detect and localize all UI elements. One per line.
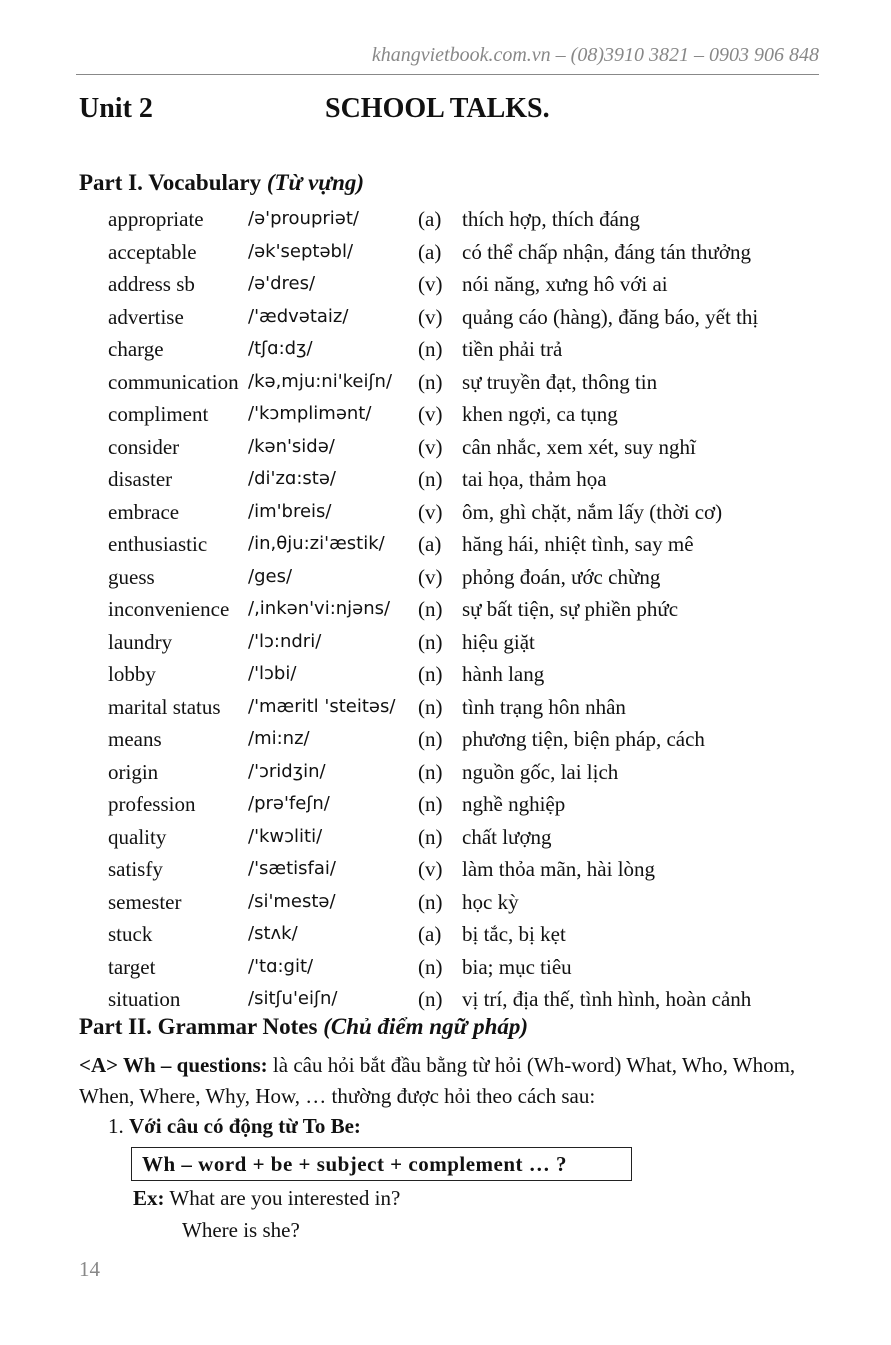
example-line-2 <box>182 1218 300 1243</box>
vocab-row <box>108 918 828 951</box>
vocab-word: communication <box>108 369 239 394</box>
vocab-meaning: tình trạng hôn nhân <box>462 694 626 719</box>
page-header: khangvietbook.com.vn – (08)3910 3821 – 0903 906 848 <box>76 44 819 75</box>
vocab-type: (v) <box>418 272 443 296</box>
vocab-meaning: quảng cáo (hàng), đăng báo, yết thị <box>462 304 759 329</box>
vocab-ipa: /sitʃu'eiʃn/ <box>248 988 338 1009</box>
item-1-text: Với câu có động từ To Be: <box>129 1114 361 1138</box>
vocab-row <box>108 528 828 561</box>
vocab-word: lobby <box>108 662 156 686</box>
vocab-row <box>108 983 828 1016</box>
example-label: Ex: <box>133 1186 165 1210</box>
vocab-meaning: thích hợp, thích đáng <box>462 207 640 231</box>
vocab-ipa: /kən'sidə/ <box>248 435 335 457</box>
vocab-type: (a) <box>418 207 442 231</box>
vocab-type: (n) <box>418 369 443 394</box>
vocab-type: (n) <box>418 954 443 979</box>
vocab-word: target <box>108 954 156 979</box>
vocab-meaning: làm thỏa mãn, hài lòng <box>462 857 656 881</box>
vocab-meaning: bia; mục tiêu <box>462 954 572 979</box>
formula-box: Wh – word + be + subject + complement … ? <box>131 1147 632 1181</box>
vocab-word: semester <box>108 889 182 914</box>
vocab-type: (v) <box>418 304 443 329</box>
vocab-ipa: /ges/ <box>248 565 293 587</box>
vocab-meaning: ôm, ghì chặt, nắm lấy (thời cơ) <box>462 499 723 524</box>
vocab-ipa: /mi:nz/ <box>248 728 310 749</box>
vocab-row <box>108 951 828 984</box>
vocab-type: (a) <box>418 532 442 556</box>
example-2: Where is she? <box>182 1218 300 1242</box>
item-1 <box>108 1114 361 1139</box>
vocab-ipa: /in,θju:zi'æstik/ <box>248 533 385 554</box>
item-1-number: 1. <box>108 1114 129 1138</box>
part1-title: Part I. Vocabulary <box>79 170 267 195</box>
vocab-word: inconvenience <box>108 597 230 621</box>
vocab-meaning: học kỳ <box>462 889 519 914</box>
vocab-row <box>108 333 828 366</box>
vocab-ipa: /im'breis/ <box>248 500 332 522</box>
vocab-type: (n) <box>418 889 443 914</box>
vocab-row <box>108 366 828 399</box>
vocab-row <box>108 203 828 236</box>
vocab-ipa: /'ædvətaiz/ <box>248 305 349 327</box>
vocab-ipa: /stʌk/ <box>248 923 298 944</box>
vocab-row <box>108 788 828 821</box>
vocab-type: (n) <box>418 597 443 621</box>
vocab-type: (n) <box>418 727 443 751</box>
vocab-word: satisfy <box>108 857 163 881</box>
vocab-word: means <box>108 727 162 751</box>
vocab-word: acceptable <box>108 239 197 264</box>
vocab-meaning: phỏng đoán, ước chừng <box>462 564 661 589</box>
vocab-word: appropriate <box>108 207 204 231</box>
vocab-ipa: /'kɔmplimənt/ <box>248 403 372 424</box>
vocab-word: consider <box>108 434 180 459</box>
vocab-row <box>108 658 828 691</box>
vocab-ipa: /ə'proupriət/ <box>248 208 359 229</box>
vocab-meaning: nói năng, xưng hô với ai <box>462 272 668 296</box>
vocab-ipa: /'kwɔliti/ <box>248 825 323 847</box>
vocab-row <box>108 756 828 789</box>
vocab-type: (a) <box>418 239 442 264</box>
vocab-meaning: khen ngợi, ca tụng <box>462 402 618 426</box>
vocab-ipa: /ə'dres/ <box>248 273 316 294</box>
vocab-meaning: tai họa, thảm họa <box>462 467 607 491</box>
vocab-word: disaster <box>108 467 173 491</box>
section-a-paragraph <box>79 1050 824 1112</box>
vocab-ipa: /'tɑ:git/ <box>248 955 314 977</box>
section-a-label: <A> Wh – questions: <box>79 1053 268 1077</box>
vocab-type: (n) <box>418 662 443 686</box>
vocab-type: (a) <box>418 922 442 946</box>
vocab-row <box>108 691 828 724</box>
vocab-word: laundry <box>108 629 173 654</box>
vocab-ipa: /tʃɑ:dʒ/ <box>248 338 313 359</box>
vocab-meaning: vị trí, địa thế, tình hình, hoàn cảnh <box>462 987 752 1011</box>
vocab-word: charge <box>108 337 164 361</box>
vocab-meaning: có thể chấp nhận, đáng tán thưởng <box>462 239 751 264</box>
vocab-word: profession <box>108 792 196 816</box>
example-1: What are you interested in? <box>169 1186 401 1210</box>
vocab-word: enthusiastic <box>108 532 208 556</box>
vocab-word: address sb <box>108 272 195 296</box>
vocab-meaning: tiền phải trả <box>462 337 563 361</box>
vocab-ipa: /kə,mju:ni'keiʃn/ <box>248 370 393 392</box>
vocab-row <box>108 268 828 301</box>
vocab-word: guess <box>108 564 155 589</box>
unit-title-row <box>79 93 819 133</box>
vocab-word: quality <box>108 824 167 849</box>
vocab-type: (n) <box>418 629 443 654</box>
vocab-ipa: /,inkən'vi:njəns/ <box>248 598 391 619</box>
vocab-meaning: hiệu giặt <box>462 629 535 654</box>
vocab-meaning: phương tiện, biện pháp, cách <box>462 727 705 751</box>
vocab-row <box>108 463 828 496</box>
vocab-meaning: nguồn gốc, lai lịch <box>462 759 619 784</box>
vocab-type: (n) <box>418 824 443 849</box>
vocab-meaning: sự truyền đạt, thông tin <box>462 369 658 394</box>
vocab-type: (n) <box>418 337 443 361</box>
vocab-row <box>108 236 828 269</box>
vocab-row <box>108 626 828 659</box>
part2-heading <box>79 1014 528 1040</box>
vocab-type: (v) <box>418 402 443 426</box>
page-number: 14 <box>79 1257 100 1281</box>
vocab-row <box>108 886 828 919</box>
part1-heading <box>79 170 364 196</box>
vocab-row <box>108 398 828 431</box>
vocab-meaning: sự bất tiện, sự phiền phức <box>462 597 679 621</box>
vocab-meaning: hành lang <box>462 662 545 686</box>
vocab-type: (v) <box>418 434 443 459</box>
vocab-word: embrace <box>108 499 180 524</box>
vocab-word: compliment <box>108 402 209 426</box>
vocab-word: marital status <box>108 694 221 719</box>
vocab-row <box>108 561 828 594</box>
vocab-meaning: chất lượng <box>462 824 552 849</box>
vocab-row <box>108 853 828 886</box>
vocab-word: stuck <box>108 922 153 946</box>
unit-title: SCHOOL TALKS. <box>325 93 550 124</box>
vocab-word: advertise <box>108 304 184 329</box>
vocab-meaning: bị tắc, bị kẹt <box>462 922 566 946</box>
vocab-type: (v) <box>418 857 443 881</box>
vocabulary-list <box>108 203 828 1016</box>
vocab-type: (v) <box>418 499 443 524</box>
vocab-type: (v) <box>418 564 443 589</box>
vocab-row <box>108 821 828 854</box>
vocab-ipa: /'ɔridʒin/ <box>248 760 326 782</box>
part2-subtitle: (Chủ điểm ngữ pháp) <box>323 1014 529 1039</box>
vocab-ipa: /'mæritl 'steitəs/ <box>248 695 396 717</box>
vocab-type: (n) <box>418 759 443 784</box>
vocab-word: situation <box>108 987 181 1011</box>
vocab-row <box>108 496 828 529</box>
vocab-type: (n) <box>418 987 443 1011</box>
vocab-row <box>108 431 828 464</box>
part1-subtitle: (Từ vựng) <box>266 170 365 195</box>
vocab-ipa: /'lɔbi/ <box>248 663 297 684</box>
vocab-row <box>108 593 828 626</box>
vocab-type: (n) <box>418 467 443 491</box>
example-line-1 <box>133 1186 400 1211</box>
part2-title: Part II. Grammar Notes <box>79 1014 324 1039</box>
vocab-row <box>108 723 828 756</box>
vocab-meaning: nghề nghiệp <box>462 792 566 816</box>
unit-label: Unit 2 <box>79 93 153 124</box>
section-a-text: là câu hỏi bắt đầu bằng từ hỏi (Wh-word) What, Who, Whom, When, Where, Why, How, … thường được hỏi theo cách sau: <box>79 1053 796 1108</box>
vocab-word: origin <box>108 759 159 784</box>
vocab-meaning: hăng hái, nhiệt tình, say mê <box>462 532 694 556</box>
vocab-ipa: /si'mestə/ <box>248 890 336 912</box>
vocab-ipa: /prə'feʃn/ <box>248 793 330 814</box>
vocab-type: (n) <box>418 792 443 816</box>
vocab-row <box>108 301 828 334</box>
vocab-type: (n) <box>418 694 443 719</box>
vocab-ipa: /'sætisfai/ <box>248 858 336 879</box>
vocab-ipa: /ək'septəbl/ <box>248 240 354 262</box>
vocab-ipa: /di'zɑ:stə/ <box>248 468 336 489</box>
vocab-ipa: /'lɔ:ndri/ <box>248 630 322 652</box>
vocab-meaning: cân nhắc, xem xét, suy nghĩ <box>462 434 696 459</box>
